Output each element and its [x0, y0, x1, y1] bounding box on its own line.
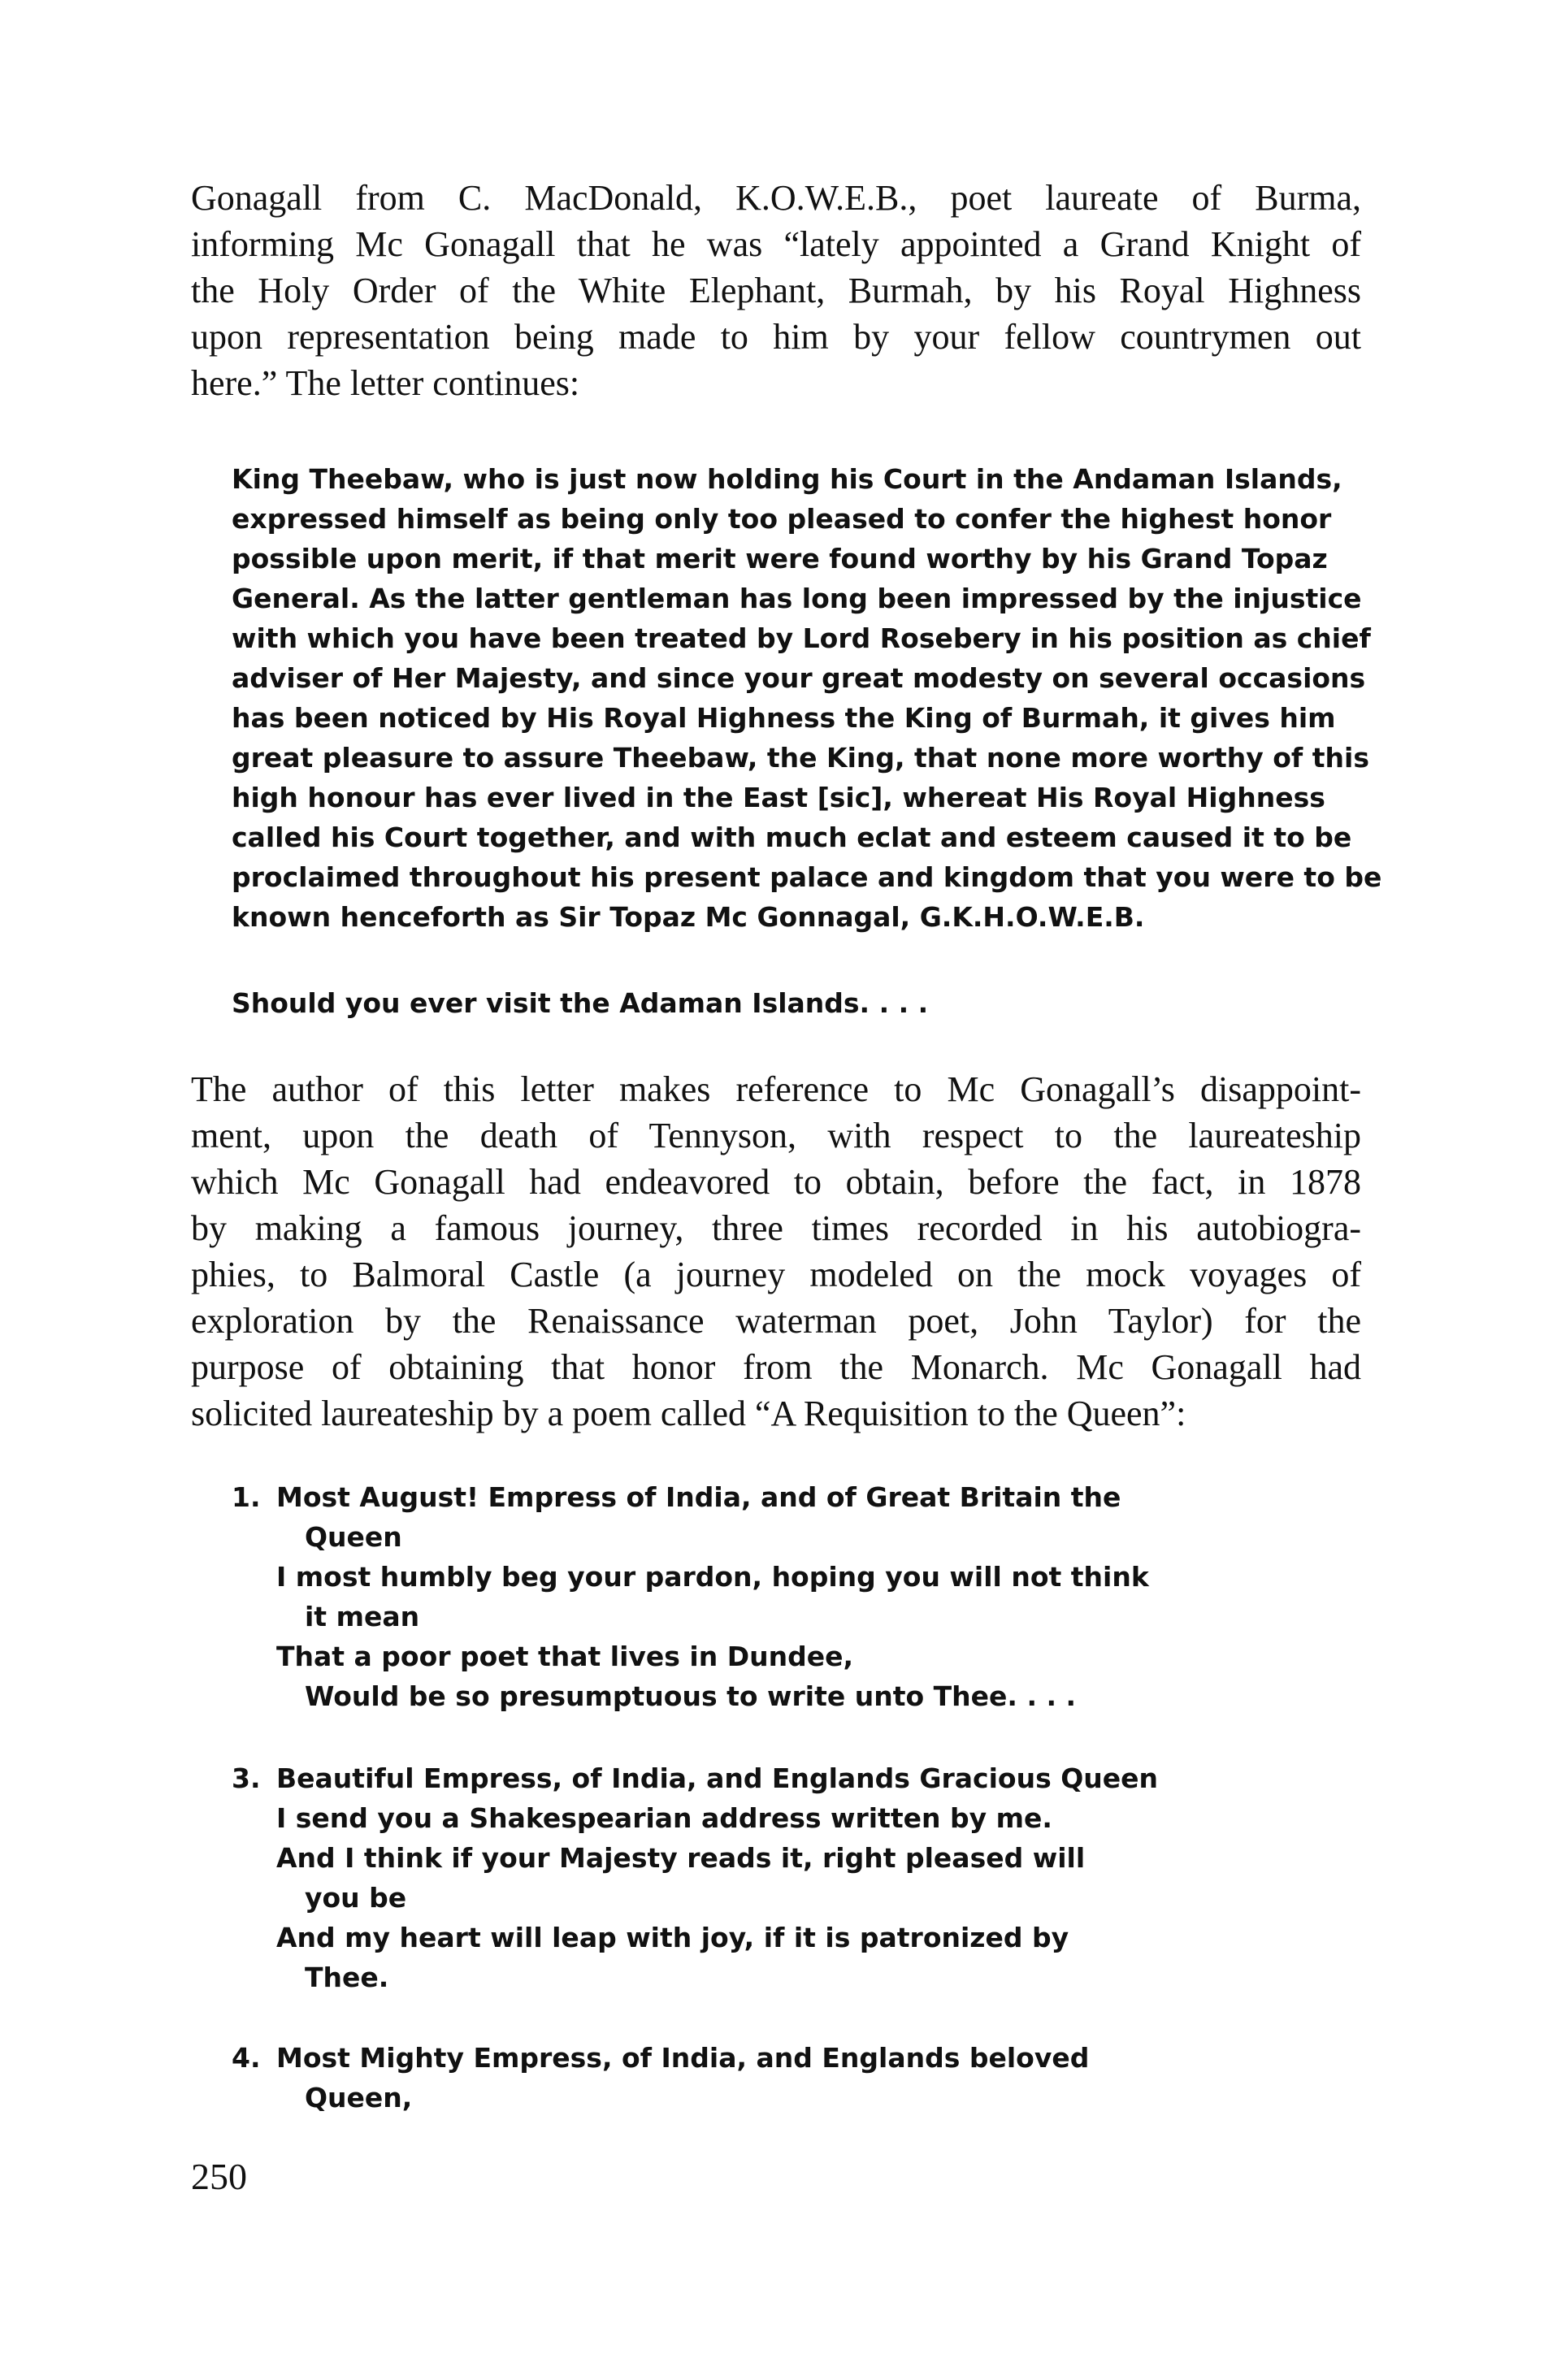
verse-line: Beautiful Empress, of India, and Englands Gracious Queen	[276, 1762, 1159, 1794]
page-number: 250	[191, 2156, 247, 2197]
quote-line: King Theebaw, who is just now holding his Court in the Andaman Islands,	[232, 463, 1342, 495]
verse-line: Most August! Empress of India, and of Great Britain the	[276, 1481, 1121, 1513]
text-line: here.” The letter continues:	[191, 363, 580, 403]
verse-line: And my heart will leap with joy, if it is patronized by	[276, 1922, 1069, 1953]
poem-stanza-4	[232, 2038, 1288, 2118]
verse-line: it mean	[305, 1601, 420, 1632]
poem-stanza-1	[232, 1477, 1288, 1716]
verse-line: Would be so presumptuous to write unto Thee. . . .	[305, 1680, 1077, 1712]
verse-line: you be	[305, 1882, 407, 1914]
verse-line: And I think if your Majesty reads it, right pleased will	[276, 1842, 1086, 1874]
quote-line: adviser of Her Majesty, and since your great modesty on several occasions	[232, 662, 1366, 694]
text-line: informing Mc Gonagall that he was “lately appointed a Grand Knight of	[191, 224, 1361, 264]
stanza-number: 4.	[232, 2042, 261, 2074]
text-line: ment, upon the death of Tennyson, with respect to the laureateship	[191, 1116, 1361, 1155]
text-line: the Holy Order of the White Elephant, Burmah, by his Royal Highness	[191, 271, 1361, 310]
verse-line: That a poor poet that lives in Dundee,	[276, 1641, 853, 1672]
verse-line: I send you a Shakespearian address written by me.	[276, 1802, 1052, 1834]
paragraph-commentary	[191, 1066, 1361, 1437]
text-line: which Mc Gonagall had endeavored to obtain, before the fact, in 1878	[191, 1162, 1361, 1202]
text-line: solicited laureateship by a poem called “A Requisition to the Queen”:	[191, 1394, 1186, 1433]
quote-line: great pleasure to assure Theebaw, the King, that none more worthy of this	[232, 742, 1369, 774]
text-line: Gonagall from C. MacDonald, K.O.W.E.B., poet laureate of Burma,	[191, 178, 1361, 218]
verse-line: Most Mighty Empress, of India, and Englands beloved	[276, 2042, 1090, 2074]
stanza-number: 3.	[232, 1762, 261, 1794]
verse-line: Thee.	[305, 1962, 389, 1993]
quote-line: expressed himself as being only too pleased to confer the highest honor	[232, 503, 1332, 535]
quote-line: called his Court together, and with much eclat and esteem caused it to be	[232, 822, 1352, 853]
verse-line: Queen	[305, 1521, 402, 1553]
text-line: phies, to Balmoral Castle (a journey modeled on the mock voyages of	[191, 1255, 1361, 1294]
quote-line: possible upon merit, if that merit were found worthy by his Grand Topaz	[232, 543, 1328, 574]
quote-line: known henceforth as Sir Topaz Mc Gonnagal, G.K.H.O.W.E.B.	[232, 901, 1145, 933]
quote-line: General. As the latter gentleman has long been impressed by the injustice	[232, 583, 1362, 614]
verse-line: I most humbly beg your pardon, hoping you will not think	[276, 1561, 1149, 1593]
text-line: upon representation being made to him by your fellow countrymen out	[191, 317, 1361, 357]
text-line: purpose of obtaining that honor from the Monarch. Mc Gonagall had	[191, 1347, 1361, 1387]
paragraph-intro	[191, 175, 1361, 406]
stanza-number: 1.	[232, 1481, 261, 1513]
quote-line: with which you have been treated by Lord Rosebery in his position as chief	[232, 622, 1371, 654]
text-line: by making a famous journey, three times recorded in his autobiogra-	[191, 1208, 1361, 1248]
letter-quotation	[232, 459, 1382, 937]
quotation-closing: Should you ever visit the Adaman Islands. . . .	[232, 987, 929, 1019]
verse-line: Queen,	[305, 2082, 413, 2113]
poem-stanza-3	[232, 1758, 1288, 1997]
text-line: exploration by the Renaissance waterman poet, John Taylor) for the	[191, 1301, 1361, 1341]
quote-line: has been noticed by His Royal Highness the King of Burmah, it gives him	[232, 702, 1336, 734]
text-line: The author of this letter makes reference to Mc Gonagall’s disappoint-	[191, 1069, 1361, 1109]
quote-line: proclaimed throughout his present palace and kingdom that you were to be	[232, 861, 1382, 893]
quote-line: high honour has ever lived in the East [sic], whereat His Royal Highness	[232, 782, 1325, 813]
